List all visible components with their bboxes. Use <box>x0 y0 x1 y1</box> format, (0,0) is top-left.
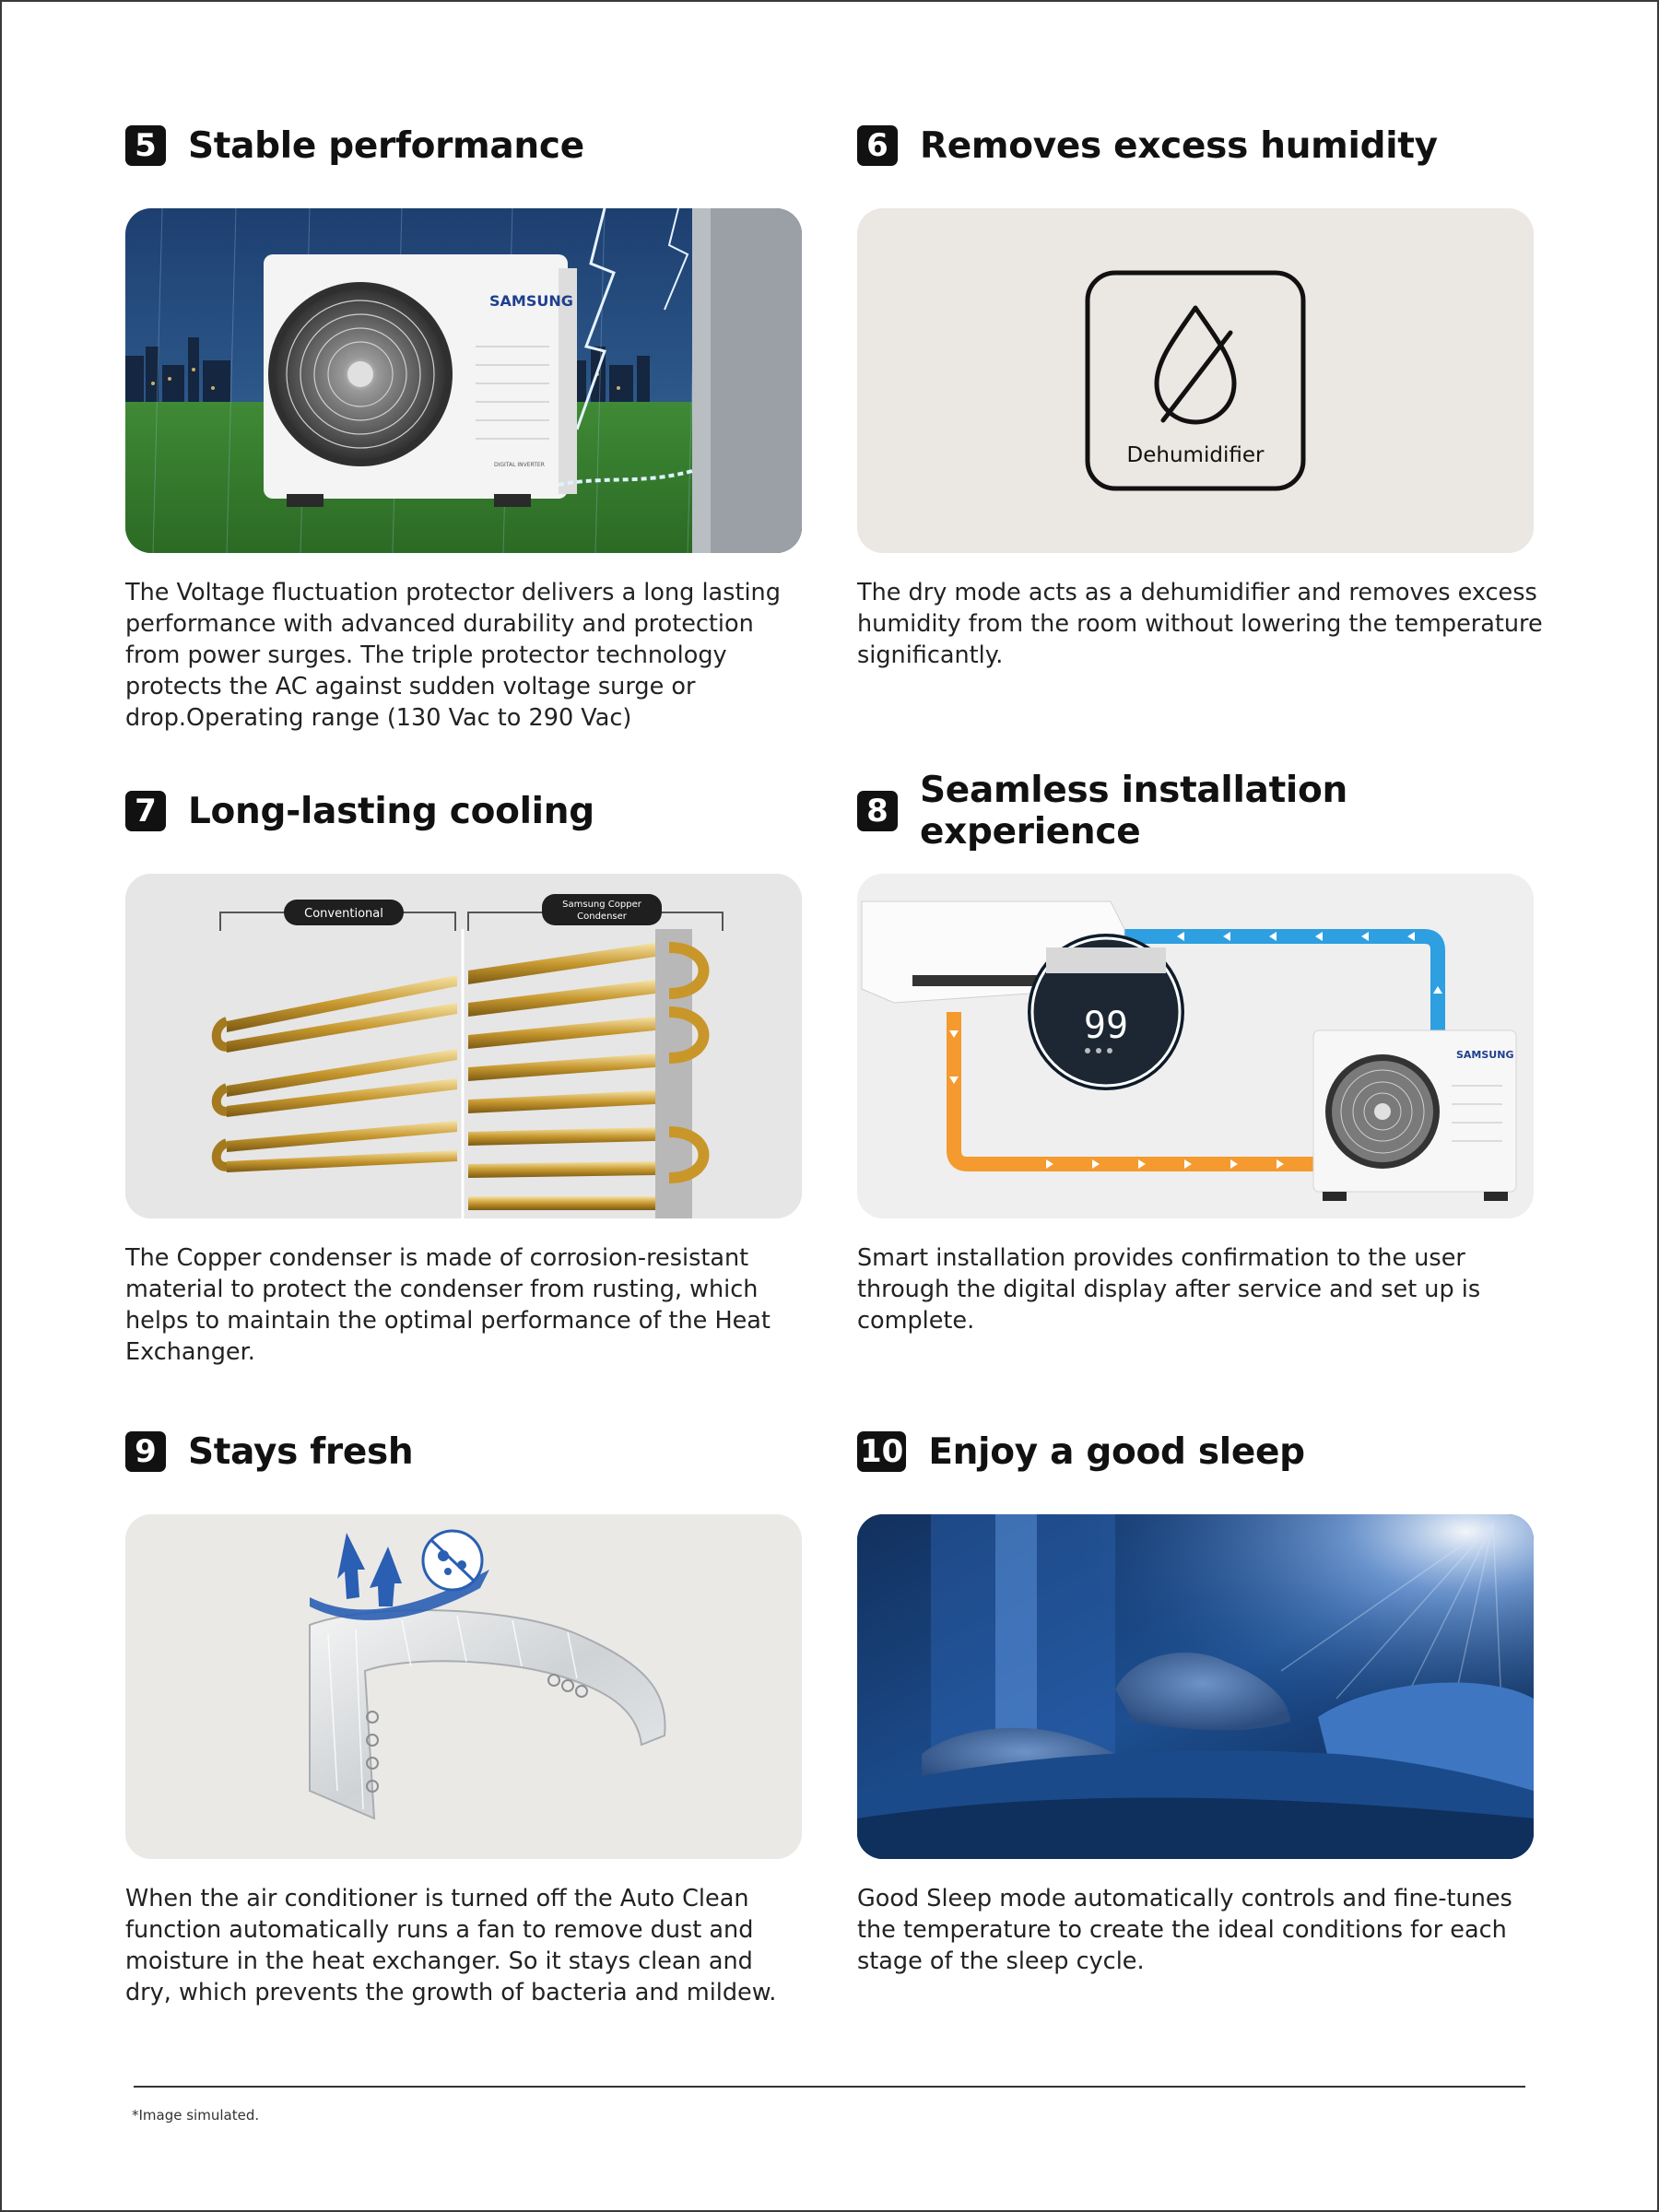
feature-heading <box>125 1424 802 1479</box>
feature-description: When the air conditioner is turned off the Auto Clean function automatically runs a fan to remove dust and moisture in the heat exchanger. So it stays clean and dry, which prevents the growth of bacteria and mildew. <box>125 1885 777 2006</box>
copper-condenser-image <box>125 874 802 1218</box>
feature-heading <box>125 118 802 173</box>
feature-good-sleep <box>857 1424 1534 1975</box>
feature-title: Removes excess humidity <box>920 124 1438 167</box>
feature-number-badge: 5 <box>125 125 166 166</box>
feature-description: Good Sleep mode automatically controls and fine-tunes the temperature to create the ideal conditions for each stage of the sleep cycle. <box>857 1885 1512 1975</box>
svg-text:DIGITAL INVERTER: DIGITAL INVERTER <box>494 462 545 468</box>
feature-number-badge: 9 <box>125 1431 166 1472</box>
dehumidifier-label: Dehumidifier <box>1126 443 1265 467</box>
image-simulated-footnote: *Image simulated. <box>132 2107 260 2124</box>
feature-stays-fresh <box>125 1424 802 2006</box>
feature-description: The Voltage fluctuation protector delivers a long lasting performance with advanced durability and protection from power surges. The triple protector technology protects the AC against sudden voltage surge or drop.Operating range (130 Vac to 290 Vac) <box>125 579 781 732</box>
footer-divider <box>134 2086 1525 2088</box>
feature-title: Stable performance <box>188 124 584 167</box>
auto-clean-heat-exchanger-image <box>125 1514 802 1859</box>
outdoor-unit-storm-image <box>125 208 802 553</box>
feature-description: The Copper condenser is made of corrosion-resistant material to protect the condenser from rusting, which helps to maintain the optimal performance of the Heat Exchanger. <box>125 1244 771 1366</box>
feature-heading <box>857 1424 1534 1479</box>
samsung-logo: SAMSUNG <box>1456 1049 1514 1061</box>
feature-removes-humidity <box>857 118 1543 669</box>
feature-number-badge: 8 <box>857 791 898 831</box>
feature-seamless-installation <box>857 770 1534 1335</box>
feature-long-lasting-cooling <box>125 783 802 1366</box>
installation-diagram-image <box>857 874 1534 1218</box>
good-sleep-bedroom-image <box>857 1514 1534 1859</box>
feature-stable-performance <box>125 118 802 732</box>
feature-title: Enjoy a good sleep <box>928 1430 1305 1473</box>
feature-number-badge: 6 <box>857 125 898 166</box>
feature-title: Long-lasting cooling <box>188 790 594 832</box>
feature-heading <box>857 118 1534 173</box>
samsung-copper-label-line1: Samsung Copper <box>562 900 641 910</box>
conventional-label: Conventional <box>304 907 383 921</box>
feature-title: Stays fresh <box>188 1430 414 1473</box>
feature-description: Smart installation provides confirmation to the user through the digital display after service and set up is complete. <box>857 1244 1481 1335</box>
bacteria-icon <box>423 1531 482 1590</box>
feature-description: The dry mode acts as a dehumidifier and removes excess humidity from the room without lowering the temperature significantly. <box>857 579 1543 669</box>
feature-number-badge: 7 <box>125 791 166 831</box>
feature-title: Seamless installation experience <box>920 770 1347 853</box>
feature-heading <box>125 783 802 839</box>
digital-display-readout: 99 <box>1083 1005 1129 1047</box>
samsung-copper-label-line2: Condenser <box>577 912 627 922</box>
samsung-logo: SAMSUNG <box>489 292 573 310</box>
feature-number-badge: 10 <box>857 1431 906 1472</box>
dehumidifier-icon-card <box>857 208 1534 553</box>
feature-heading <box>857 770 1534 853</box>
